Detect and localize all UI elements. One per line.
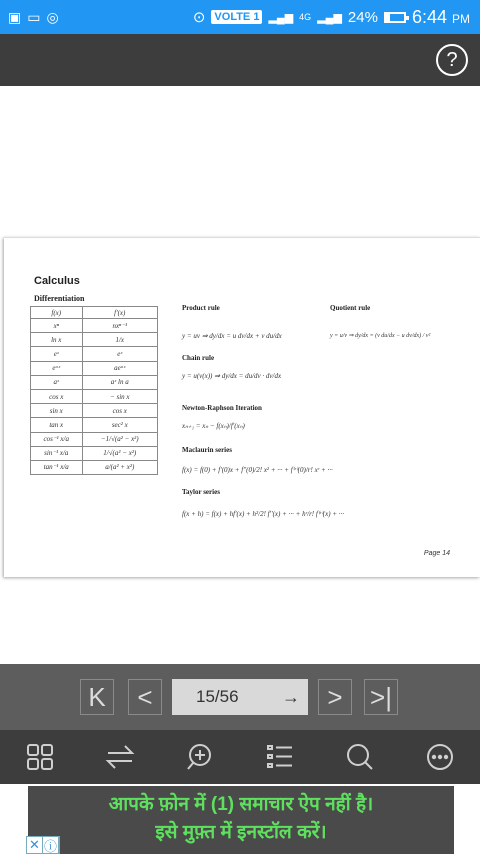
- table-row: [31, 389, 158, 403]
- ad-area: [0, 784, 480, 854]
- function-cell: xⁿ: [31, 319, 83, 333]
- battery-percent: 24%: [347, 8, 378, 26]
- ad-line-1: आपके फ़ोन में (1) समाचार ऐप नहीं है।: [108, 794, 374, 815]
- gallery-notification-icon: ▭: [27, 8, 41, 25]
- function-cell: tan x: [31, 418, 83, 432]
- swap-button[interactable]: [100, 737, 140, 777]
- function-cell: cos x: [31, 389, 83, 403]
- document-page[interactable]: [4, 237, 480, 577]
- search-button[interactable]: [340, 737, 380, 777]
- page-number: Page 14: [423, 550, 450, 557]
- function-cell: eᵃˣ: [31, 361, 83, 375]
- table-row: [31, 446, 158, 460]
- grid-view-icon: [25, 742, 55, 772]
- table-row: [31, 432, 158, 446]
- status-indicators: [193, 0, 470, 34]
- grid-view-button[interactable]: [20, 737, 60, 777]
- product-rule-formula: y = uv ⇒ dy/dx = u dv/dx + v du/dx: [182, 332, 282, 340]
- derivative-cell: 1/x: [82, 333, 157, 347]
- outline-button[interactable]: [260, 737, 300, 777]
- differentiation-table: [30, 306, 158, 475]
- zoom-in-icon: [185, 742, 215, 772]
- quotient-rule-formula: y = u/v ⇒ dy/dx = (v du/dx − u dv/dx) / v²: [330, 333, 431, 339]
- more-button[interactable]: [420, 737, 460, 777]
- chain-rule-formula: y = u(v(x)) ⇒ dy/dx = du/dv · dv/dx: [182, 372, 282, 380]
- close-ad-icon[interactable]: ✕: [27, 837, 43, 853]
- page-navigation: [0, 664, 480, 730]
- derivative-cell: sec² x: [82, 418, 157, 432]
- signal-icon: ▂▄▆: [268, 11, 294, 24]
- app-bar: [0, 34, 480, 86]
- search-icon: [345, 742, 375, 772]
- table-row: [31, 460, 158, 474]
- question-circle-icon: ?: [446, 48, 458, 71]
- first-page-button[interactable]: [80, 679, 114, 715]
- first-page-icon: K: [88, 681, 106, 712]
- taylor-formula: f(x + h) = f(x) + hf'(x) + h²/2! f''(x) + ··· + hʳ/r! f⁽ʳ⁾(x) + ···: [182, 510, 345, 518]
- newton-raphson-formula: xₙ₊₁ = xₙ − f(xₙ)/f'(xₙ): [182, 422, 245, 430]
- ad-line-2: इसे मुफ़्त में इनस्टॉल करें।: [155, 822, 327, 843]
- table-row: [31, 347, 158, 361]
- signal-icon-2: ▂▄▆: [317, 11, 342, 24]
- table-row: [31, 418, 158, 432]
- table-row: [31, 319, 158, 333]
- derivative-cell: cos x: [82, 404, 157, 418]
- status-bar: [0, 0, 480, 34]
- function-cell: eˣ: [31, 347, 83, 361]
- notification-icons: [8, 9, 59, 26]
- table-row: [31, 361, 158, 375]
- maclaurin-formula: f(x) = f(0) + f'(0)x + f''(0)/2! x² + ··· + f⁽ʳ⁾(0)/r! xʳ + ···: [182, 466, 333, 474]
- derivative-cell: −1/√(a² − x²): [82, 432, 157, 446]
- more-icon: [425, 742, 455, 772]
- product-rule-title: Product rule: [182, 304, 220, 312]
- info-icon[interactable]: ⓘ: [43, 838, 57, 854]
- page-title: Calculus: [34, 275, 80, 287]
- swap-icon: [105, 742, 135, 772]
- function-cell: tan⁻¹ x/a: [31, 460, 83, 474]
- last-page-icon: >|: [370, 681, 392, 712]
- quotient-rule-title: Quotient rule: [330, 304, 371, 312]
- location-icon: ⊙: [192, 9, 206, 26]
- list-icon: [265, 742, 295, 772]
- app-notification-icon: ▣: [8, 8, 22, 25]
- whatsapp-notification-icon: ◎: [46, 8, 59, 25]
- table-header-row: [31, 307, 158, 319]
- ad-banner[interactable]: [28, 786, 454, 854]
- table-row: [31, 333, 158, 347]
- zoom-in-button[interactable]: [180, 737, 220, 777]
- page-indicator[interactable]: [172, 679, 308, 715]
- table-row: [31, 404, 158, 418]
- go-arrow-icon[interactable]: →: [282, 686, 300, 707]
- function-cell: cos⁻¹ x/a: [31, 432, 83, 446]
- volte-badge: VOLTE 1: [211, 10, 262, 24]
- ad-choices-badge: [26, 836, 60, 854]
- clock: 6:44 PM: [411, 6, 470, 27]
- derivative-cell: eˣ: [82, 347, 157, 361]
- battery-icon: [384, 12, 406, 23]
- table-header: f'(x): [82, 307, 157, 319]
- network-type: 4G: [299, 12, 312, 22]
- next-page-button[interactable]: [318, 679, 352, 715]
- chevron-right-icon: >: [327, 681, 343, 712]
- chain-rule-title: Chain rule: [182, 354, 215, 362]
- derivative-cell: nxⁿ⁻¹: [82, 319, 157, 333]
- section-title: Differentiation: [34, 294, 85, 303]
- derivative-cell: aˣ ln a: [82, 375, 157, 389]
- derivative-cell: 1/√(a² − x²): [82, 446, 157, 460]
- function-cell: sin⁻¹ x/a: [31, 446, 83, 460]
- page-count: 15/56: [196, 687, 239, 706]
- derivative-cell: − sin x: [82, 389, 157, 403]
- taylor-title: Taylor series: [182, 488, 220, 496]
- function-cell: sin x: [31, 404, 83, 418]
- function-cell: aˣ: [31, 375, 83, 389]
- function-cell: ln x: [31, 333, 83, 347]
- chevron-left-icon: <: [137, 681, 153, 712]
- derivative-cell: a/(a² + x²): [82, 460, 157, 474]
- previous-page-button[interactable]: [128, 679, 162, 715]
- help-button[interactable]: [436, 44, 468, 76]
- table-header: f(x): [31, 307, 83, 319]
- maclaurin-title: Maclaurin series: [182, 446, 232, 454]
- derivative-cell: aeᵃˣ: [82, 361, 157, 375]
- newton-raphson-title: Newton-Raphson Iteration: [182, 404, 262, 412]
- table-row: [31, 375, 158, 389]
- last-page-button[interactable]: [364, 679, 398, 715]
- bottom-toolbar: [0, 730, 480, 784]
